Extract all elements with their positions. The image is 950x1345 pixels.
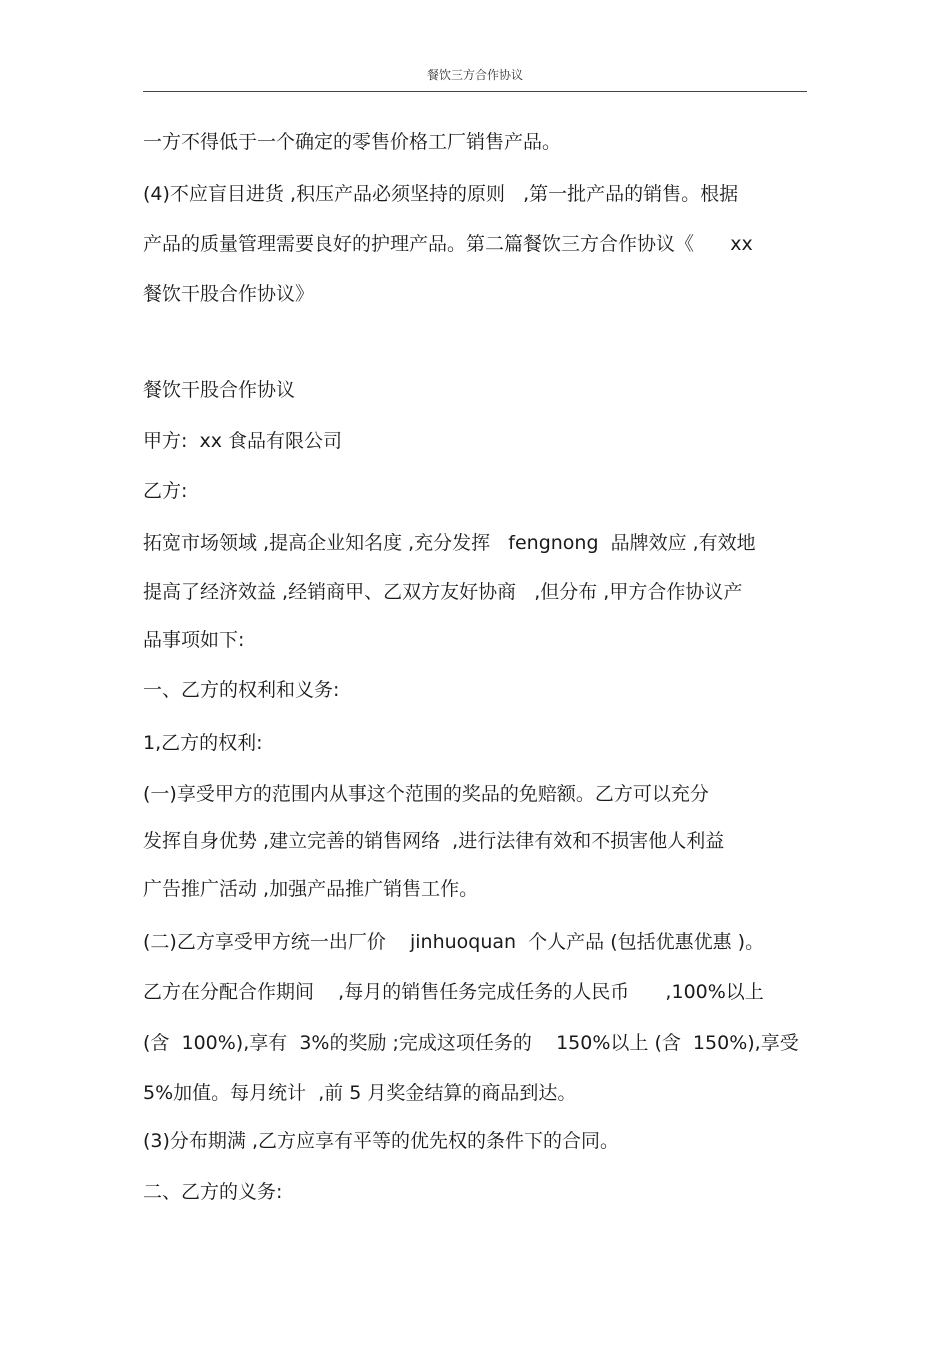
body-line: (含 100%),享有 3%的奖励 ;完成这项任务的 150%以上 (含 150%),享受	[143, 1032, 799, 1054]
body-line: 广告推广活动 ,加强产品推广销售工作。	[143, 878, 479, 900]
body-line: 一方不得低于一个确定的零售价格工厂销售产品。	[143, 131, 562, 153]
body-line: 乙方在分配合作期间 ,每月的销售任务完成任务的人民币 ,100%以上	[143, 981, 764, 1003]
party-a-line: 甲方: xx 食品有限公司	[143, 430, 343, 452]
body-line: 品事项如下:	[143, 629, 245, 651]
body-line: (一)享受甲方的范围内从事这个范围的奖品的免赔额。乙方可以充分	[143, 783, 709, 805]
body-line: 5%加值。每月统计 ,前 5 月奖金结算的商品到达。	[143, 1082, 577, 1104]
body-line: 拓宽市场领域 ,提高企业知名度 ,充分发挥 fengnong 品牌效应 ,有效地	[143, 532, 756, 554]
body-line: 餐饮干股合作协议》	[143, 283, 315, 305]
header-divider	[143, 91, 807, 92]
body-line: 发挥自身优势 ,建立完善的销售网络 ,进行法律有效和不损害他人利益	[143, 830, 725, 852]
body-line: (3)分布期满 ,乙方应享有平等的优先权的条件下的合同。	[143, 1130, 619, 1152]
body-line: (二)乙方享受甲方统一出厂价 jinhuoquan 个人产品 (包括优惠优惠 )。	[143, 931, 765, 953]
party-b-line: 乙方:	[143, 480, 188, 502]
section-heading: 一、乙方的权利和义务:	[143, 679, 340, 701]
body-line: 提高了经济效益 ,经销商甲、乙双方友好协商 ,但分布 ,甲方合作协议产	[143, 581, 743, 603]
subsection-heading: 1,乙方的权利:	[143, 732, 263, 754]
section-heading: 二、乙方的义务:	[143, 1181, 283, 1203]
body-line: 产品的质量管理需要良好的护理产品。第二篇餐饮三方合作协议《 xx	[143, 233, 753, 255]
section-title: 餐饮干股合作协议	[143, 379, 296, 401]
running-header: 餐饮三方合作协议	[426, 68, 523, 82]
body-line: (4)不应盲目进货 ,积压产品必须坚持的原则 ,第一批产品的销售。根据	[143, 183, 739, 205]
